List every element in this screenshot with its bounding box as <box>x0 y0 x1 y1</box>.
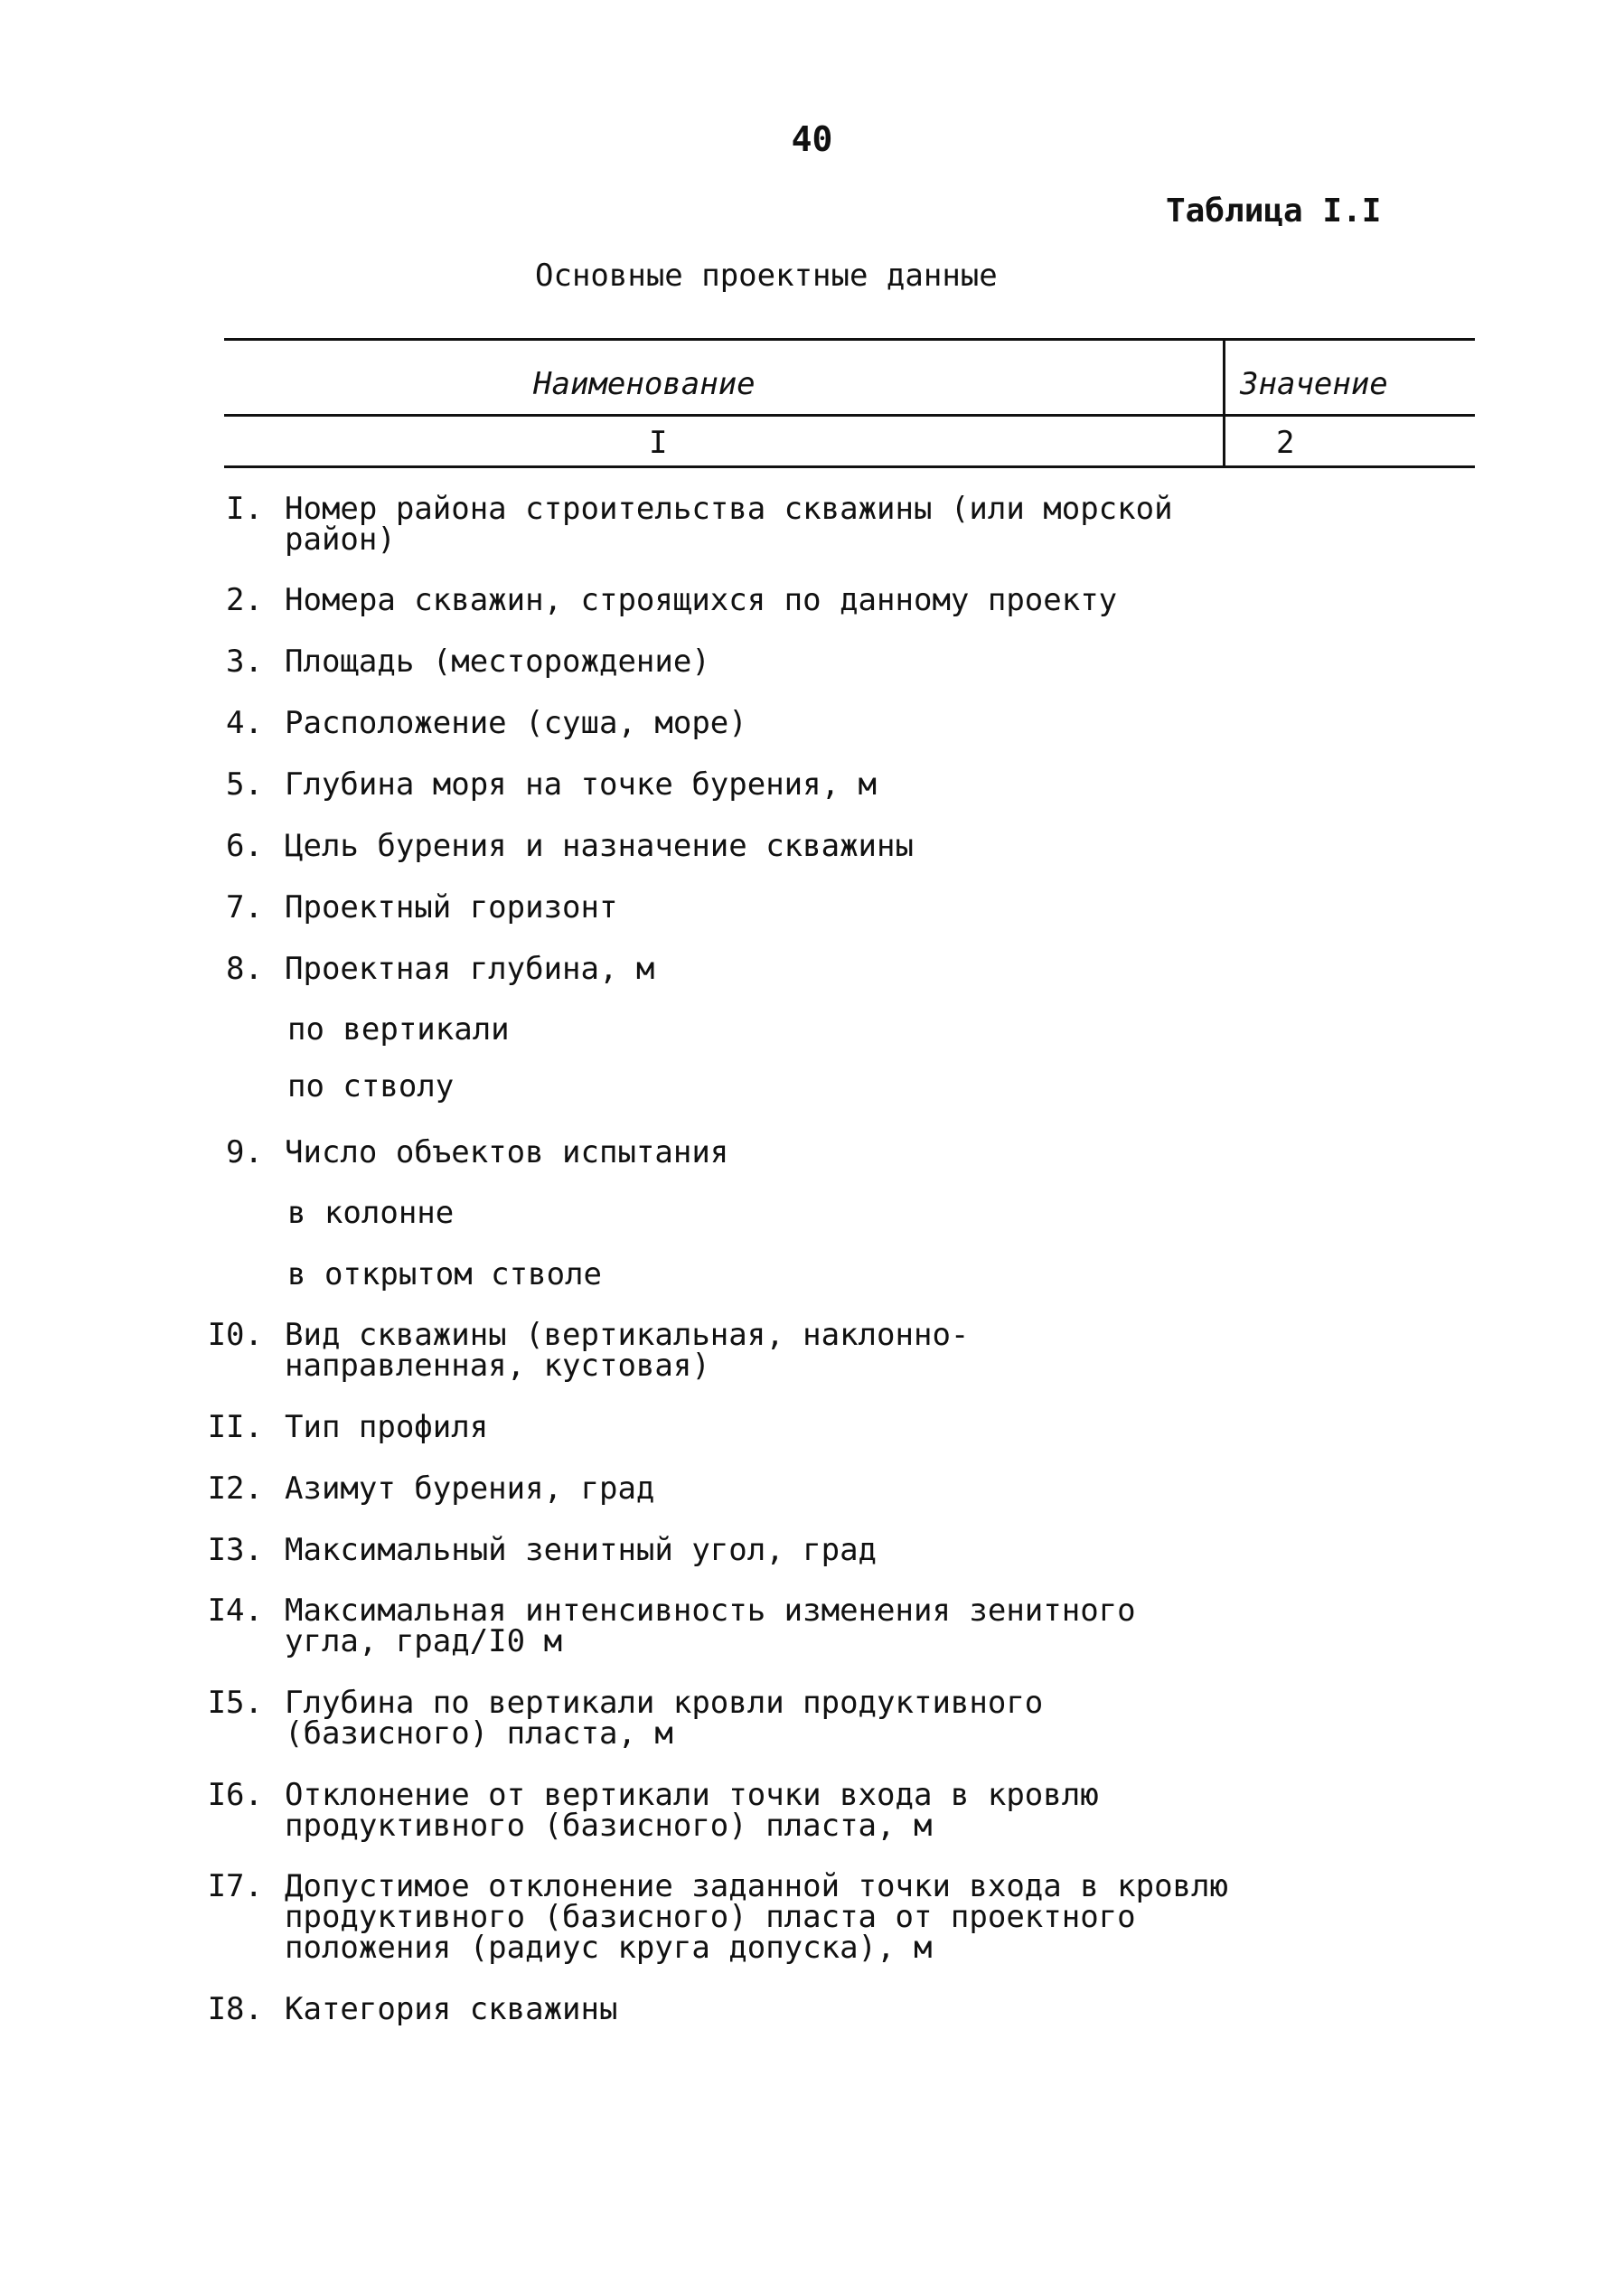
item-text: Категория скважины <box>285 1991 618 2027</box>
item-text: Тип профиля <box>285 1409 489 1445</box>
sub-item-depth-trunk: по стволу <box>287 1068 455 1104</box>
item-number: I2. <box>207 1471 263 1507</box>
item-text: Число объектов испытания <box>285 1134 729 1170</box>
sub-item-test-column: в колонне <box>287 1195 455 1231</box>
sub-item-test-open: в открытом стволе <box>287 1256 602 1292</box>
table-column-divider <box>1223 338 1225 468</box>
item-number: 4. <box>226 705 263 741</box>
item-number: 2. <box>226 582 263 618</box>
table-header-rule <box>224 414 1475 417</box>
item-number: I8. <box>207 1991 263 2027</box>
table-title: Основные проектные данные <box>535 258 998 294</box>
sub-item-depth-vertical: по вертикали <box>287 1011 510 1048</box>
item-text: Расположение (суша, море) <box>285 705 747 741</box>
table-top-rule <box>224 338 1475 341</box>
item-text: Отклонение от вертикали точки входа в кровлю продуктивного (базисного) пласта, м <box>285 1777 1099 1844</box>
item-text: Проектный горизонт <box>285 889 618 926</box>
item-text: Номер района строительства скважины (или морской район) <box>285 491 1173 558</box>
page-number: 40 <box>791 119 833 159</box>
item-number: I4. <box>207 1593 263 1629</box>
item-number: 7. <box>226 889 263 926</box>
item-text: Вид скважины (вертикальная, наклонно-направленная, кустовая) <box>285 1317 970 1384</box>
item-text: Цель бурения и назначение скважины <box>285 828 914 864</box>
item-number: I. <box>226 491 263 527</box>
item-text: Допустимое отклонение заданной точки входа в кровлю продуктивного (базисного) пласта от проектного положения (радиус круга допуска), м <box>285 1868 1228 1966</box>
item-text: Максимальная интенсивность изменения зенитного угла, град/I0 м <box>285 1593 1136 1659</box>
item-number: 6. <box>226 828 263 864</box>
item-number: I7. <box>207 1868 263 1904</box>
item-number: 5. <box>226 766 263 803</box>
header-col-name: Наименование <box>533 366 756 402</box>
item-text: Глубина по вертикали кровли продуктивного (базисного) пласта, м <box>285 1685 1044 1752</box>
table-label: Таблица I.I <box>1166 193 1382 230</box>
item-number: II. <box>207 1409 263 1445</box>
item-text: Проектная глубина, м <box>285 951 655 987</box>
item-text: Азимут бурения, град <box>285 1471 655 1507</box>
header-col-name-number: I <box>649 425 668 461</box>
item-text: Площадь (месторождение) <box>285 644 710 680</box>
item-number: 8. <box>226 951 263 987</box>
item-text: Глубина моря на точке бурения, м <box>285 766 878 803</box>
item-text: Максимальный зенитный угол, град <box>285 1532 878 1568</box>
item-number: I5. <box>207 1685 263 1721</box>
table-number-rule <box>224 465 1475 468</box>
header-col-value-number: 2 <box>1276 425 1295 461</box>
item-number: I0. <box>207 1317 263 1353</box>
item-text: Номера скважин, строящихся по данному проекту <box>285 582 1118 618</box>
item-number: I3. <box>207 1532 263 1568</box>
item-number: I6. <box>207 1777 263 1813</box>
header-col-value: Значение <box>1240 366 1388 402</box>
item-number: 9. <box>226 1134 263 1170</box>
item-number: 3. <box>226 644 263 680</box>
